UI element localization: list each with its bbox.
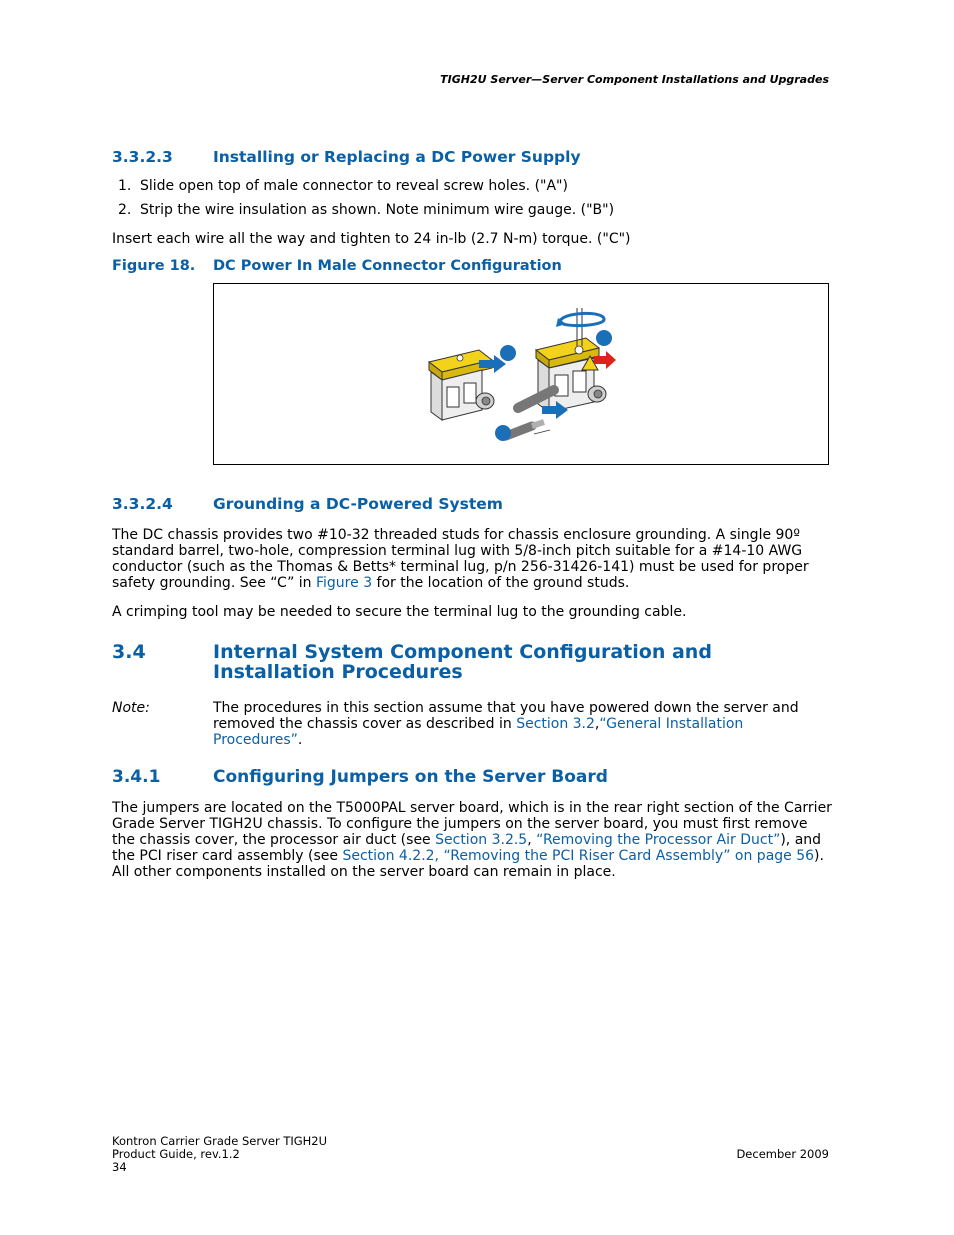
section-number: 3.4 — [112, 641, 146, 663]
running-header: TIGH2U Server—Server Component Installations and Upgrades — [440, 73, 829, 86]
text: The DC chassis provides two #10-32 threaded studs for chassis enclosure grounding. A single 90º standard barrel, two-hole, compression terminal lug with 5/8-inch pitch suitable for a #14-10 AWG conductor (such as the Thomas & Betts* terminal lug, p/n 256-31426-141) must be used for proper safety grounding. See “C” in — [112, 527, 809, 591]
callout-b — [495, 425, 511, 441]
connector-illustration — [214, 284, 828, 464]
list-item — [118, 178, 568, 194]
page-number: 34 — [112, 1160, 127, 1174]
section-3-2-5-link[interactable]: Section 3.2.5 — [435, 832, 528, 848]
section-title: Internal System Component Configuration and Installation Procedures — [213, 641, 712, 683]
footer-left — [112, 1135, 327, 1174]
figure-number: Figure 18. — [112, 258, 196, 274]
text: The jumpers are located on the T5000PAL server board, which is in the rear right section of the Carrier Grade Server TIGH2U chassis. To configure the jumpers on the server board, you must first remove the chassis cover, the processor air duct (see — [112, 800, 832, 848]
note-label: Note: — [112, 700, 150, 716]
footer-product: Kontron Carrier Grade Server TIGH2U — [112, 1134, 328, 1148]
list-number: 1. — [118, 178, 132, 194]
body-paragraph: A crimping tool may be needed to secure the terminal lug to the grounding cable. — [112, 604, 687, 620]
callout-a — [500, 345, 516, 361]
wire-conductor — [532, 422, 544, 426]
section-heading-3-3-2-3 — [112, 148, 581, 166]
text: , — [594, 716, 600, 732]
note-body — [213, 700, 823, 748]
list-number: 2. — [118, 202, 132, 218]
figure-3-link[interactable]: Figure 3 — [316, 575, 373, 591]
section-heading-3-4-1 — [112, 767, 608, 787]
text: for the location of the ground studs. — [372, 575, 630, 591]
section-number: 3.3.2.4 — [112, 495, 173, 513]
list-text: Strip the wire insulation as shown. Note minimum wire gauge. ("B") — [140, 202, 615, 218]
section-number: 3.3.2.3 — [112, 148, 173, 166]
section-3-2-link[interactable]: Section 3.2 — [516, 716, 595, 732]
body-paragraph — [112, 800, 832, 880]
callout-c — [596, 330, 612, 346]
pci-riser-link[interactable]: Section 4.2.2, “Removing the PCI Riser Card Assembly” on page 56 — [342, 848, 815, 864]
right-connector — [536, 338, 606, 412]
processor-air-duct-link[interactable]: “Removing the Processor Air Duct” — [536, 832, 781, 848]
list-item — [118, 202, 614, 218]
general-installation-link[interactable]: “General Installation Procedures” — [213, 716, 744, 748]
section-number: 3.4.1 — [112, 767, 161, 787]
section-title: Grounding a DC-Powered System — [213, 495, 503, 513]
section-title: Configuring Jumpers on the Server Board — [213, 767, 608, 787]
section-heading-3-4 — [112, 642, 832, 684]
text: . — [297, 732, 303, 748]
body-paragraph — [112, 527, 832, 591]
figure-title: DC Power In Male Connector Configuration — [213, 258, 562, 274]
text: The procedures in this section assume that you have powered down the server and removed the chassis cover as described in — [213, 700, 799, 732]
list-text: Slide open top of male connector to reveal screw holes. ("A") — [140, 178, 568, 194]
section-title: Installing or Replacing a DC Power Supply — [213, 148, 581, 166]
section-heading-3-3-2-4 — [112, 495, 503, 513]
footer-date: December 2009 — [736, 1147, 829, 1161]
figure-frame — [213, 283, 829, 465]
figure-caption — [112, 258, 562, 274]
body-paragraph: Insert each wire all the way and tighten to 24 in-lb (2.7 N-m) torque. ("C") — [112, 231, 631, 247]
text: ). All other components installed on the server board can remain in place. — [112, 848, 824, 880]
footer-guide: Product Guide, rev.1.2 — [112, 1147, 240, 1161]
text: ), and the PCI riser card assembly (see — [112, 832, 822, 864]
text: , — [527, 832, 537, 848]
